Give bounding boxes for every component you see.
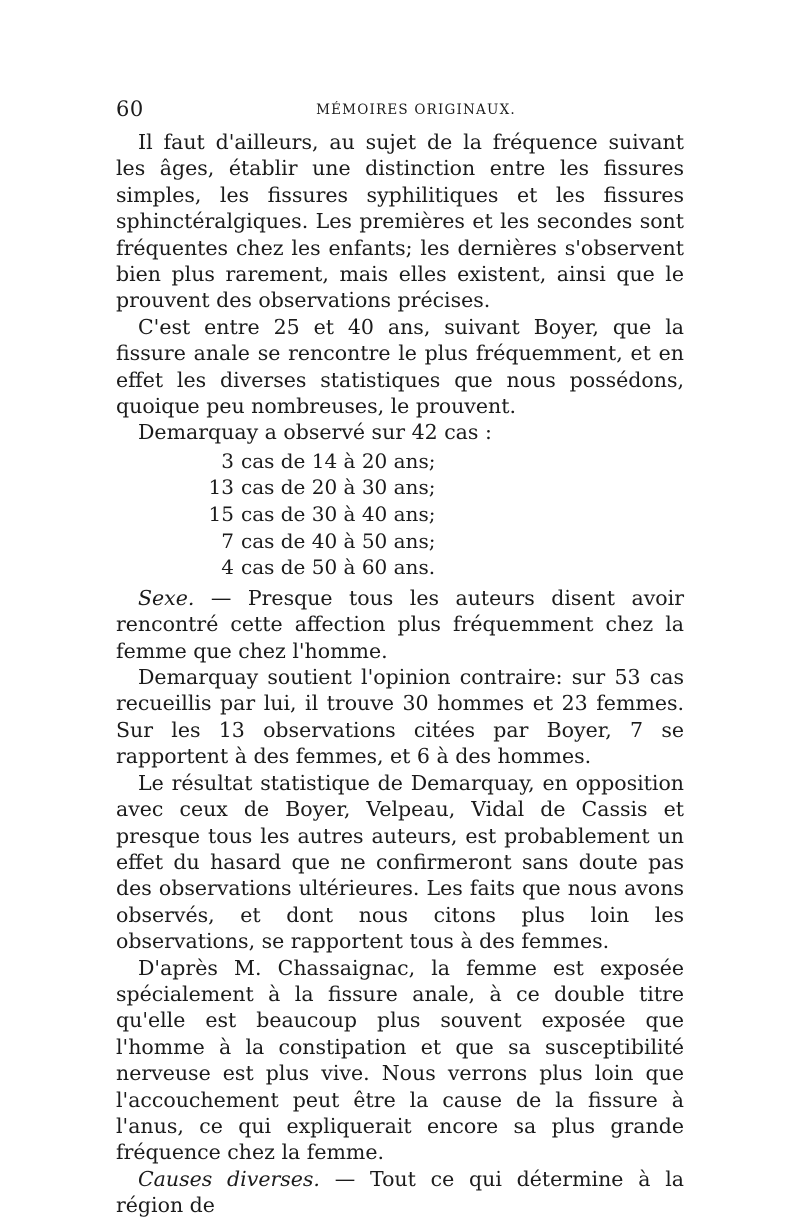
paragraph-sexe-text: Presque tous les auteurs disent avoir rencontré cette affection plus fréquemment chez la femme que chez l'homme. — [116, 585, 684, 663]
paragraph-statistical-result: Le résultat statistique de Demarquay, en opposition avec ceux de Boyer, Velpeau, Vidal de Cassis et presque tous les autres auteurs, est probablement un effet du hasard que ne confirmeront sans doute pas des observations ultérieures. Les faits que nous avons observés, et dont nous citons plus loin les observations, se rapportent tous à des femmes. — [116, 770, 684, 954]
section-lead-sexe: Sexe. — [138, 585, 195, 610]
age-range: cas de 30 à 40 ans; — [241, 502, 436, 527]
age-range: cas de 40 à 50 ans; — [241, 528, 436, 553]
paragraph-causes-diverses — [116, 1166, 684, 1219]
age-case-item — [116, 474, 684, 501]
running-title: MÉMOIRES ORIGINAUX. — [316, 102, 516, 118]
age-case-item — [116, 554, 684, 581]
case-count: 13 — [208, 475, 234, 500]
case-count: 4 — [221, 555, 234, 580]
paragraph-age-distinction: Il faut d'ailleurs, au sujet de la fréquence suivant les âges, établir une distinction entre les fissures simples, les fissures syphilitiques et les fissures sphinctéralgiques. Les premières et les secondes sont fréquentes chez les enfants; les dernières s'observent bien plus rarement, mais elles existent, ainsi que le prouvent des observations précises. — [116, 130, 684, 313]
age-range: cas de 14 à 20 ans; — [241, 448, 436, 473]
age-case-item — [116, 501, 684, 528]
case-count: 15 — [208, 502, 234, 527]
paragraph-demarquay-opinion: Demarquay soutient l'opinion contraire: sur 53 cas recueillis par lui, il trouve 30 hommes et 23 femmes. Sur les 13 observations citées par Boyer, 7 se rapportent à des femmes, et 6 à des hommes. — [116, 665, 684, 769]
paragraph-chassaignac: D'après M. Chassaignac, la femme est exposée spécialement à la fissure anale, à ce double titre qu'elle est beaucoup plus souvent exposée que l'homme à la constipation et que sa susceptibilité nerveuse est plus vive. Nous verrons plus loin que l'accouchement peut être la cause de la fissure à l'anus, ce qui expliquerait encore sa plus grande fréquence chez la femme. — [116, 955, 684, 1165]
paragraph-sexe — [116, 585, 684, 664]
age-case-item — [116, 528, 684, 555]
case-count: 7 — [221, 528, 234, 553]
age-range: cas de 20 à 30 ans; — [241, 475, 436, 500]
age-case-list — [116, 448, 684, 581]
em-dash: — — [194, 585, 248, 610]
paragraph-demarquay-cases: Demarquay a observé sur 42 cas : — [138, 420, 492, 445]
age-range: cas de 50 à 60 ans. — [241, 555, 436, 580]
paragraph-boyer-ages: C'est entre 25 et 40 ans, suivant Boyer, que la fissure anale se rencontre le plus fréquemment, et en effet les diverses statistiques que nous possédons, quoique peu nombreuses, le prouvent. — [116, 314, 684, 419]
page-number: 60 — [116, 97, 144, 121]
section-lead-causes: Causes diverses. — [138, 1166, 320, 1191]
age-case-item — [116, 448, 684, 475]
running-head — [116, 97, 696, 125]
case-count: 3 — [221, 448, 234, 473]
paragraph-causes-text: Tout ce qui détermine à la région de — [116, 1166, 684, 1218]
em-dash: — — [319, 1166, 370, 1191]
body-text — [116, 129, 684, 1219]
